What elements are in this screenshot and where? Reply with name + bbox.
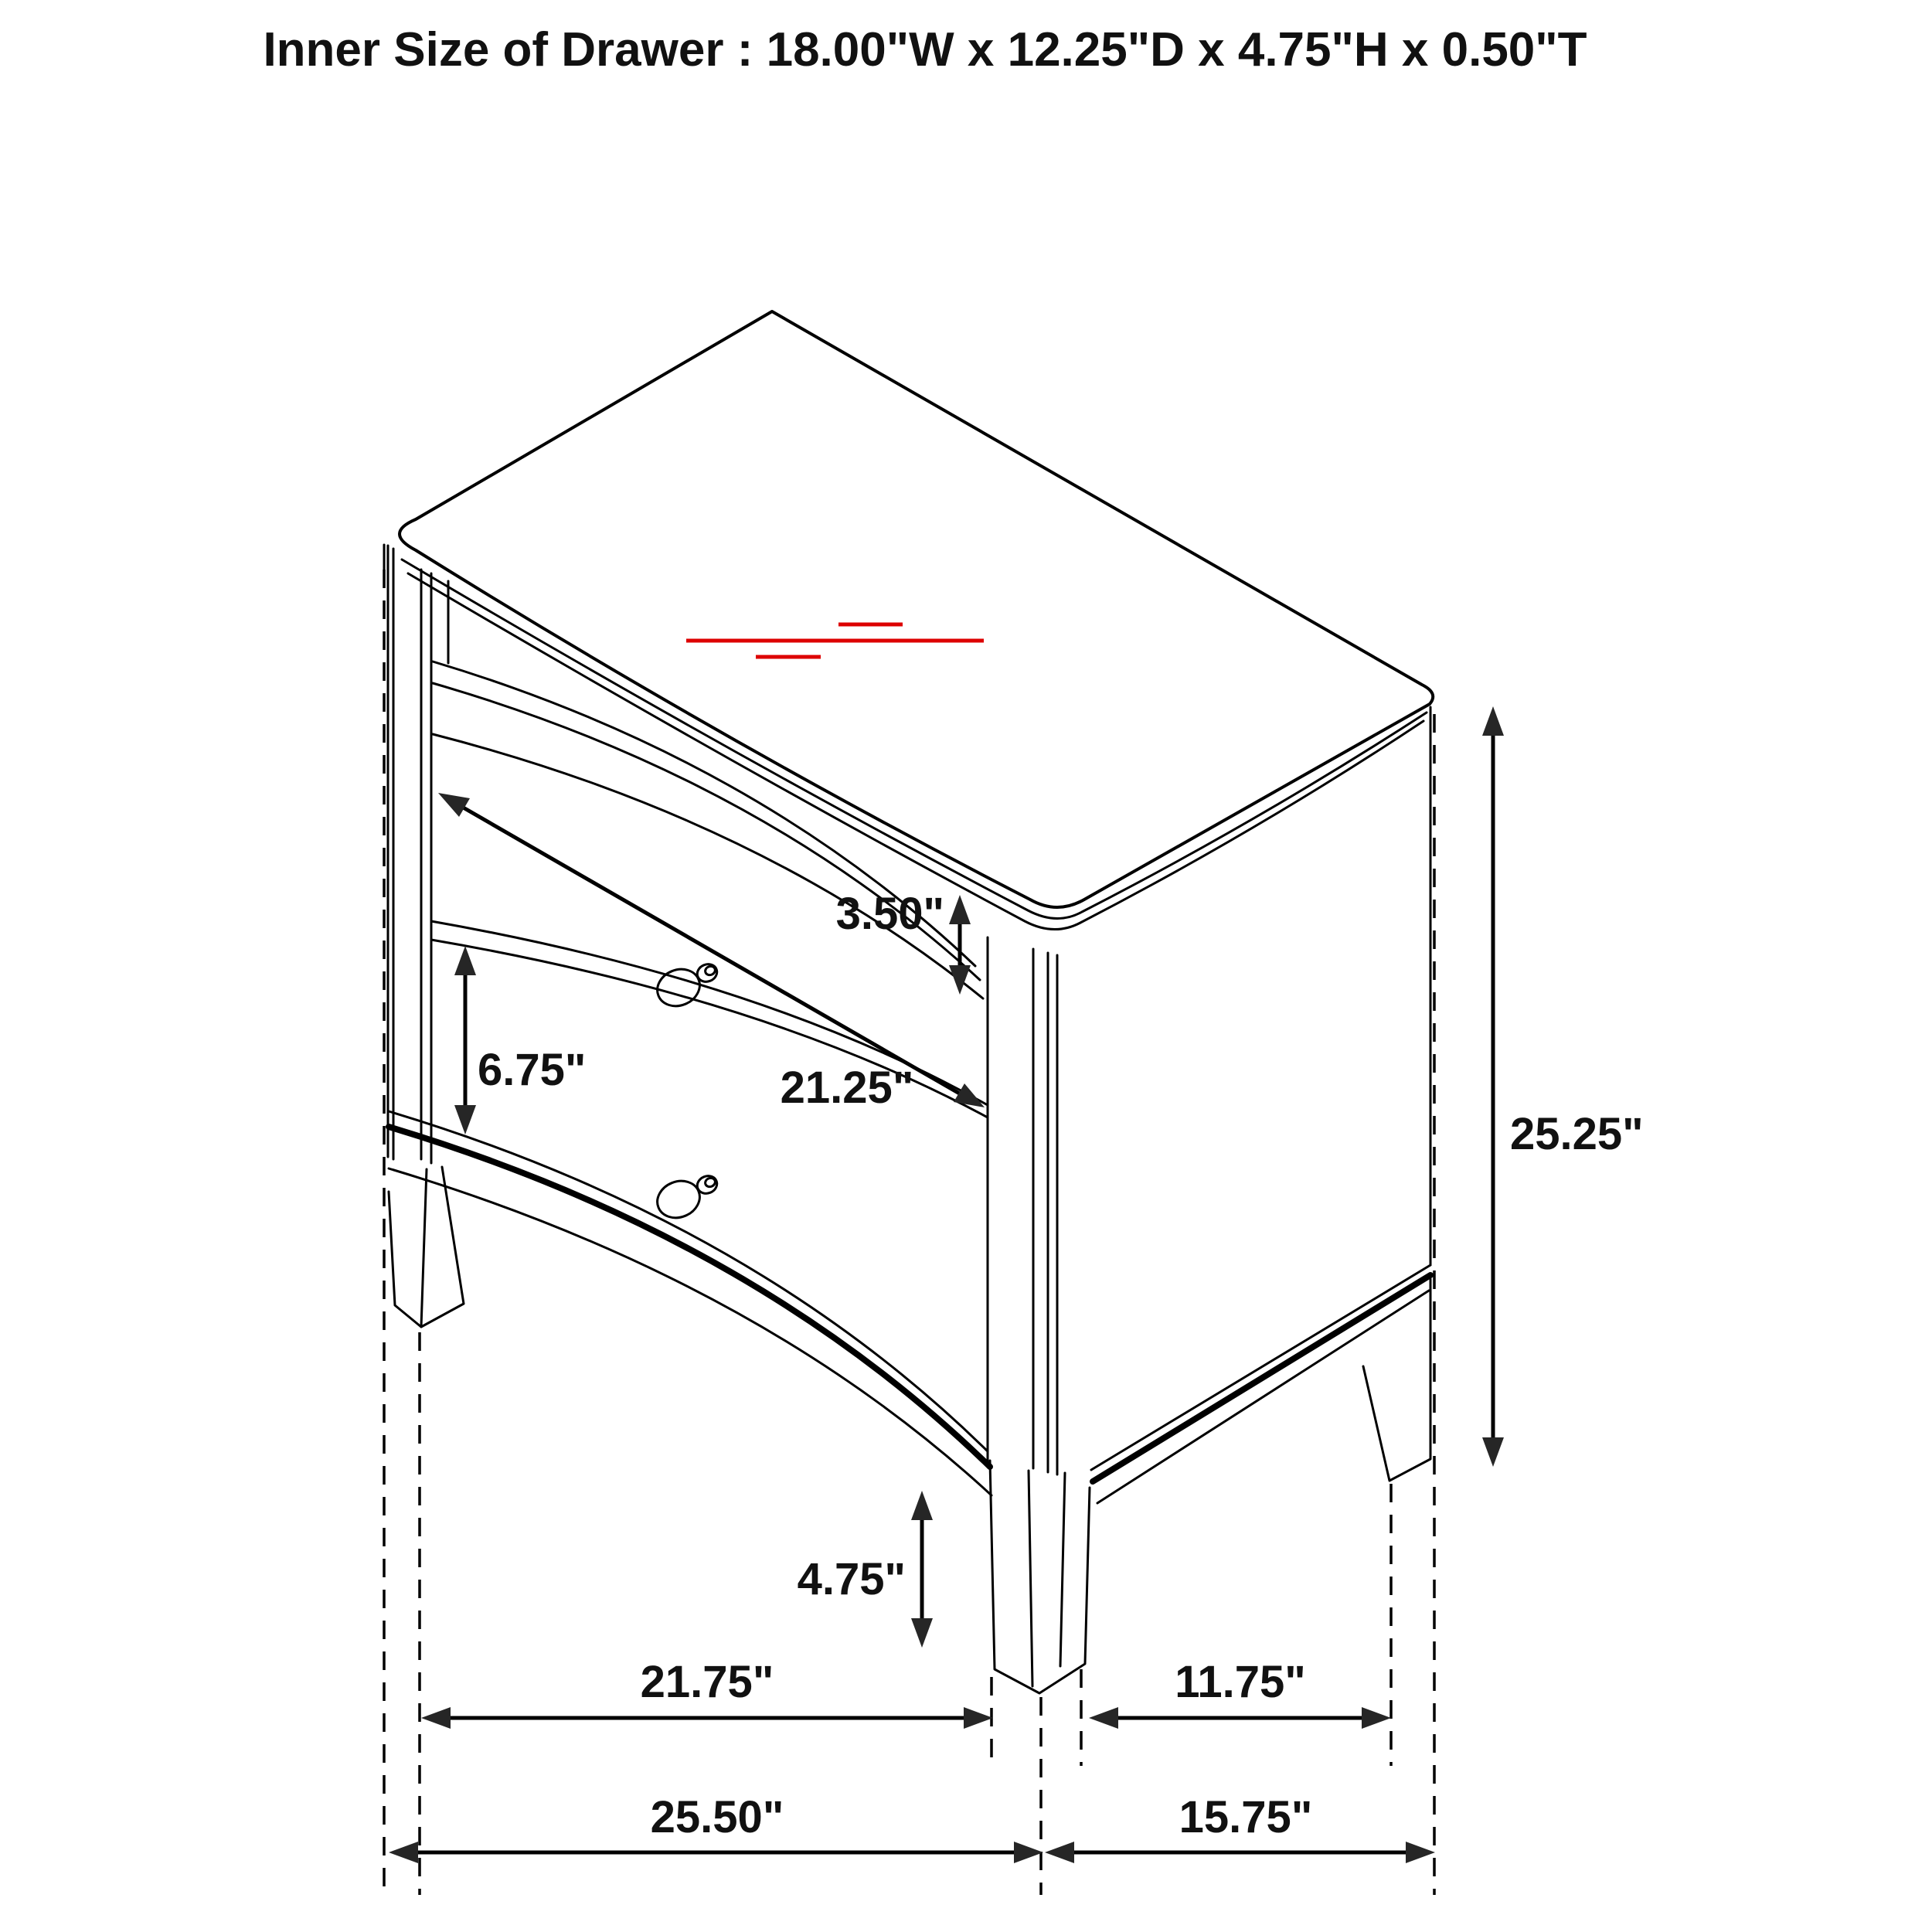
- side-rail-molding: [1093, 1275, 1430, 1481]
- dim-label-overall-width: 25.50": [650, 1792, 784, 1842]
- front-rail-bottom: [389, 1168, 992, 1495]
- dim-label-drawer-width: 21.25": [780, 1063, 914, 1113]
- drawer-knob-bottom: [651, 1173, 719, 1224]
- dim-overall-depth: [1045, 1792, 1435, 1863]
- dim-label-side-inner-depth: 11.75": [1175, 1657, 1306, 1707]
- dim-label-overall-depth: 15.75": [1179, 1792, 1313, 1842]
- front-rail-molding: [389, 1127, 990, 1467]
- nightstand-line-art: [384, 311, 1433, 1693]
- dim-label-cubby-height: 3.50": [835, 889, 944, 939]
- front-corner-leg-inner-b: [1060, 1473, 1065, 1666]
- dim-overall-width: [389, 1792, 1043, 1863]
- dim-leg-height: [798, 1491, 933, 1648]
- page-title: Inner Size of Drawer : 18.00"W x 12.25"D x 4.75"H x 0.50"T: [263, 23, 1587, 77]
- dim-label-drawer-height: 6.75": [478, 1045, 587, 1095]
- dim-front-inner-width: [421, 1657, 993, 1729]
- dim-label-leg-height: 4.75": [797, 1554, 906, 1604]
- front-corner-leg-inner-a: [1029, 1471, 1032, 1686]
- dim-drawer-height: [454, 946, 586, 1134]
- top-face-outline: [400, 311, 1433, 907]
- dim-overall-height: [1482, 706, 1644, 1467]
- dim-label-overall-height: 25.25": [1510, 1109, 1644, 1159]
- front-corner-leg-outline: [990, 1461, 1090, 1693]
- side-rail-bottom: [1097, 1291, 1429, 1503]
- front-left-leg-inner-edge: [421, 1169, 427, 1327]
- front-rail-top: [389, 1111, 988, 1451]
- dim-label-front-inner-width: 21.75": [640, 1657, 774, 1707]
- dim-side-inner-depth: [1089, 1657, 1391, 1729]
